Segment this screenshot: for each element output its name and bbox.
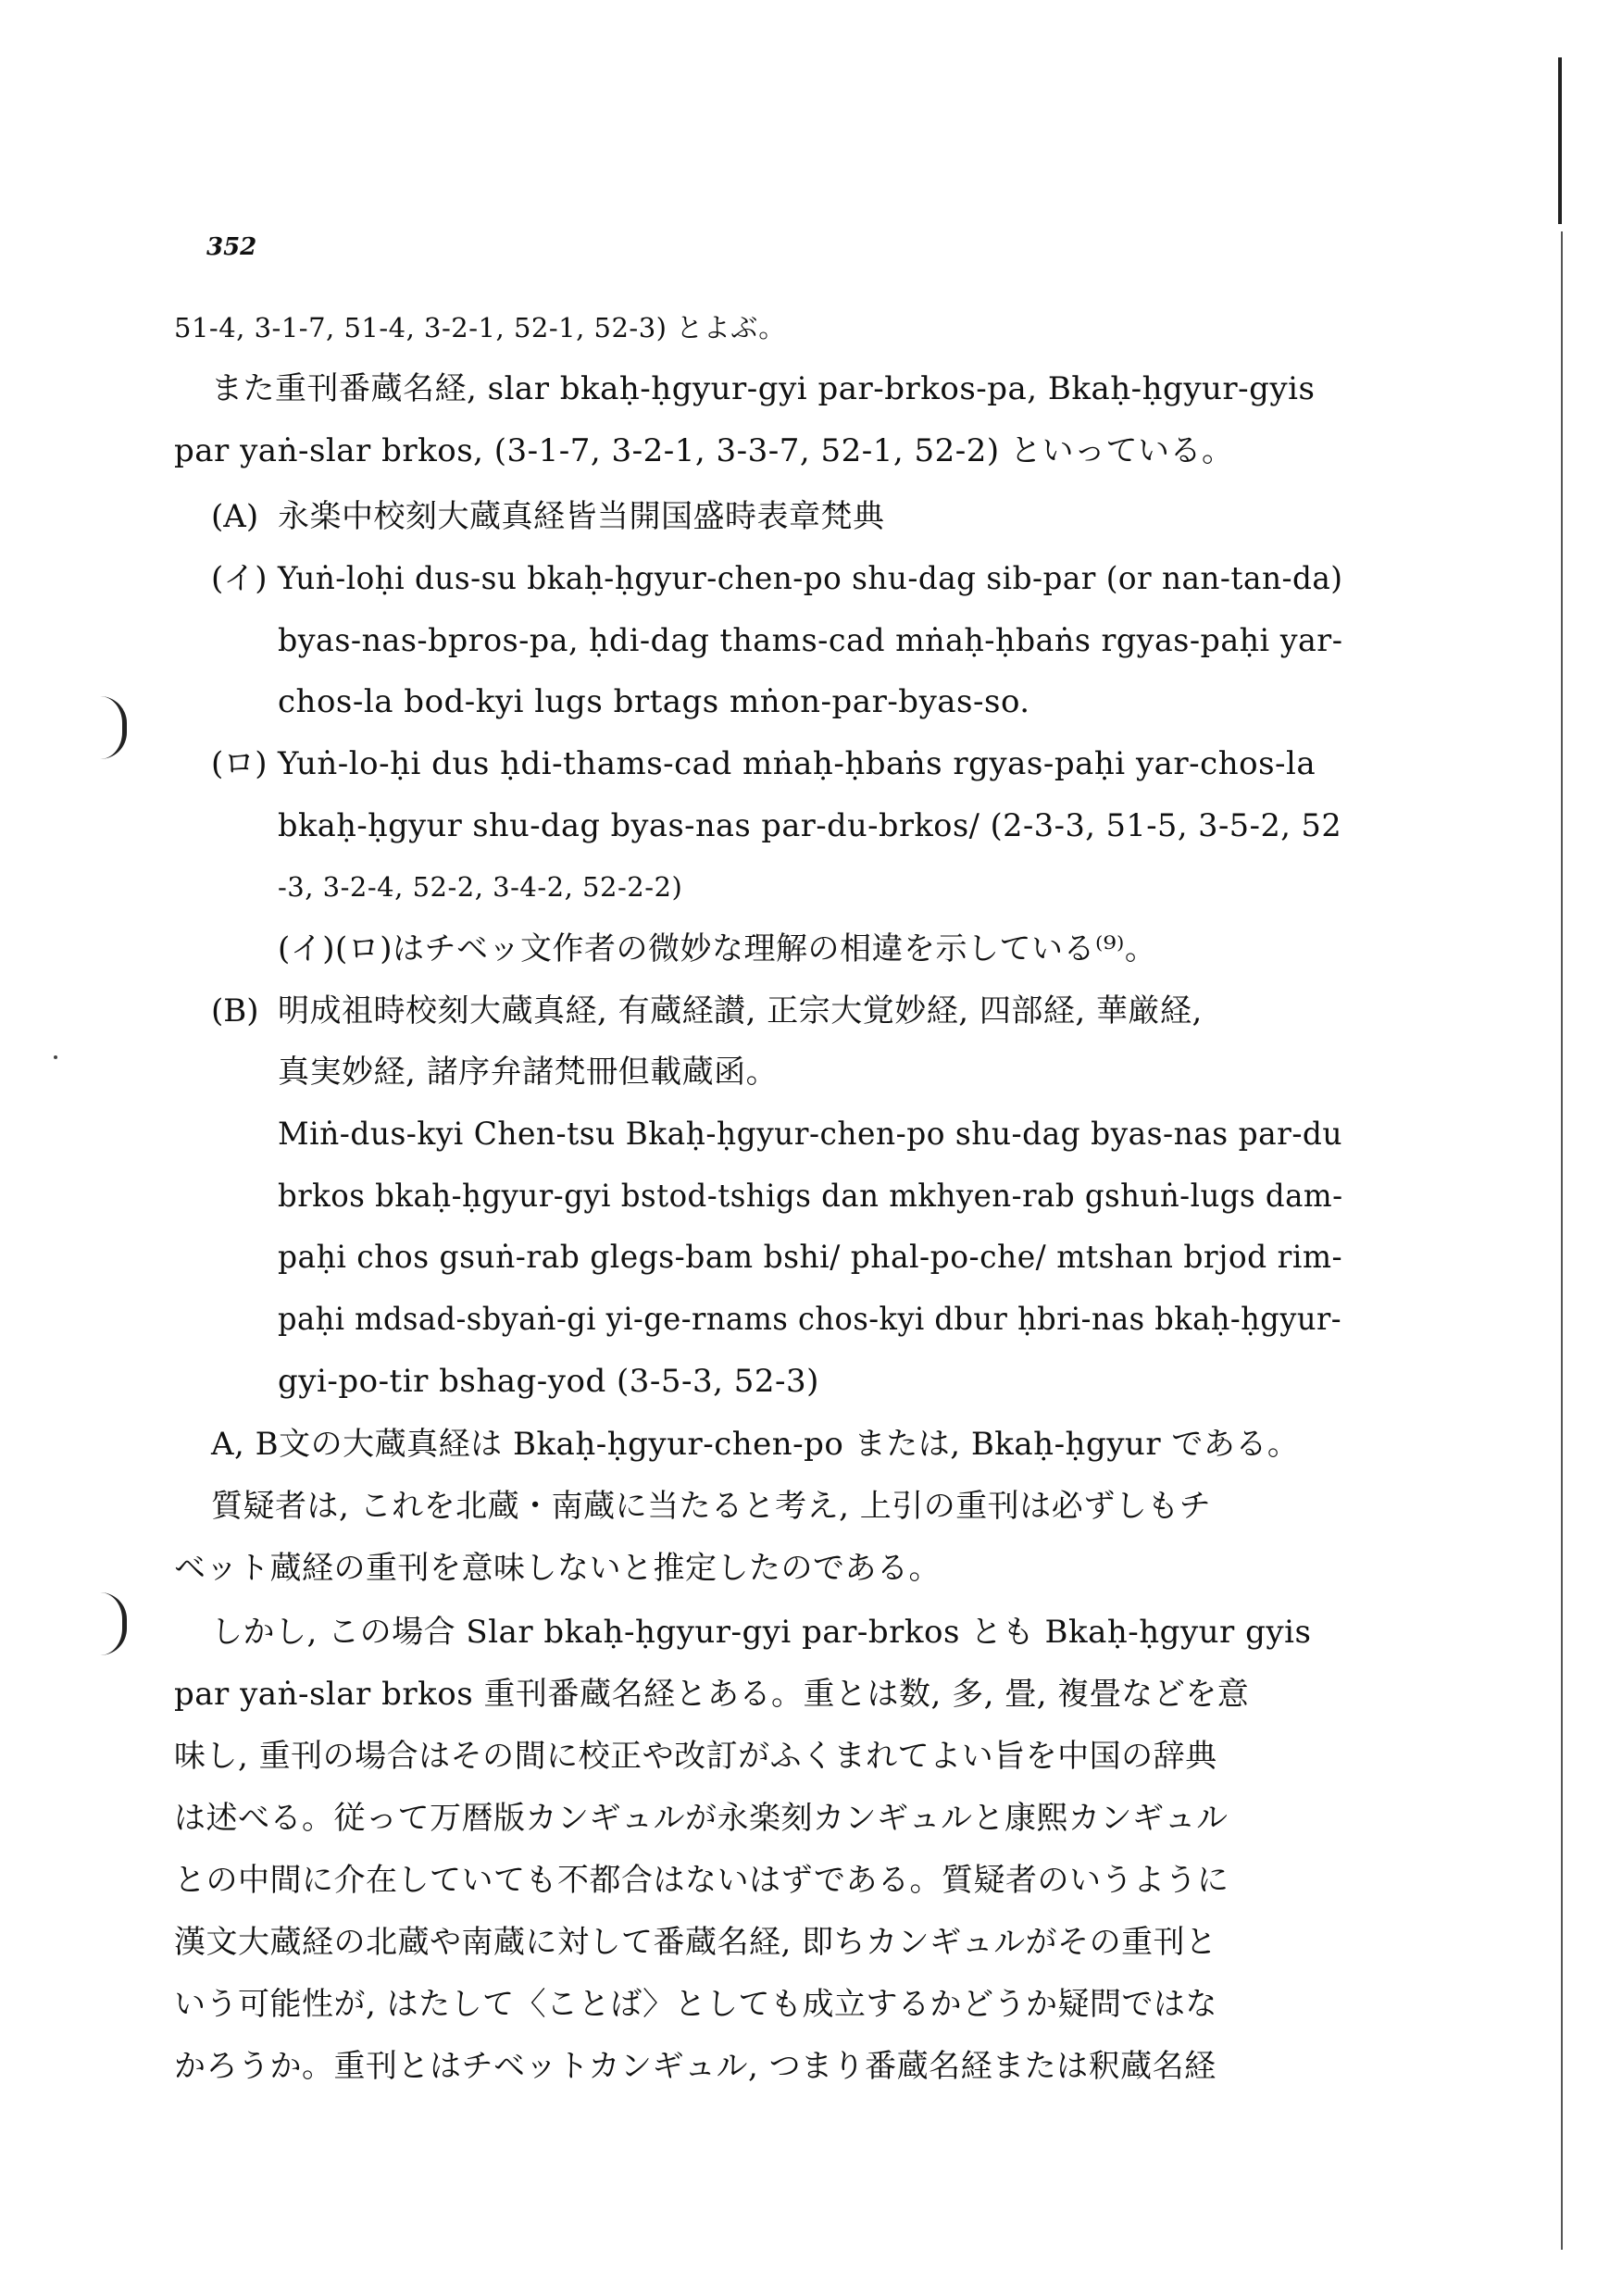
text-line: 漢文大蔵経の北蔵や南蔵に対して番蔵名経, 即ちカンギュルがその重刊と (174, 1924, 1217, 1961)
label-ro: (ロ) (211, 745, 268, 782)
text-line: brkos bkaḥ-ḥgyur-gyi bstod-tshigs dan mkhyen-rab gshuṅ-lugs dam- (278, 1178, 1343, 1215)
text-line: また重刊番蔵名経, slar bkaḥ-ḥgyur-gyi par-brkos-pa, Bkaḥ-ḥgyur-gyis (211, 370, 1316, 407)
scan-speck (54, 1055, 57, 1059)
text-line: 質疑者は, これを北蔵・南蔵に当たると考え, 上引の重刊は必ずしもチ (211, 1488, 1212, 1525)
text-line: paḥi chos gsuṅ-rab glegs-bam bshi/ phal-po-che/ mtshan brjod rim- (278, 1239, 1343, 1276)
text-line: chos-la bod-kyi lugs brtags mṅon-par-byas-so. (278, 683, 1030, 720)
text-line: Miṅ-dus-kyi Chen-tsu Bkaḥ-ḥgyur-chen-po shu-dag byas-nas par-du (278, 1116, 1343, 1153)
text-line: は述べる。従って万暦版カンギュルが永楽刻カンギュルと康熙カンギュル (174, 1800, 1229, 1837)
text-line: 明成祖時校刻大蔵真経, 有蔵経讃, 正宗大覚妙経, 四部経, 華厳経, (278, 992, 1203, 1029)
text-line: との中間に介在していても不都合はないはずである。質疑者のいうように (174, 1862, 1229, 1899)
text-line: 永楽中校刻大蔵真経皆当開国盛時表章梵典 (278, 498, 885, 535)
binding-mark (100, 1592, 127, 1655)
text-line: par yaṅ-slar brkos, (3-1-7, 3-2-1, 3-3-7, 52-1, 52-2) といっている。 (174, 432, 1234, 469)
text-line: -3, 3-2-4, 52-2, 3-4-2, 52-2-2) (278, 871, 683, 903)
label-i: (イ) (211, 560, 268, 597)
scan-edge-line (1558, 57, 1562, 224)
text-line: 真実妙経, 諸序弁諸梵冊但載蔵函。 (278, 1054, 779, 1091)
text-line: A, B文の大蔵真経は Bkaḥ-ḥgyur-chen-po または, Bkaḥ-ḥgyur である。 (211, 1426, 1300, 1463)
scan-edge-line (1561, 231, 1563, 2250)
text-line: かろうか。重刊とはチベットカンギュル, つまり番蔵名経または釈蔵名経 (174, 2048, 1216, 2085)
text-line: paḥi mdsad-sbyaṅ-gi yi-ge-rnams chos-kyi dbur ḥbri-nas bkaḥ-ḥgyur- (278, 1301, 1342, 1338)
text-line: par yaṅ-slar brkos 重刊番蔵名経とある。重とは数, 多, 畳, 複畳などを意 (174, 1676, 1250, 1713)
text-line: (イ)(ロ)はチベッ文作者の微妙な理解の相違を示している⁽⁹⁾。 (278, 930, 1157, 967)
text-line: gyi-po-tir bshag-yod (3-5-3, 52-3) (278, 1363, 819, 1400)
text-line: Yuṅ-lo-ḥi dus ḥdi-thams-cad mṅaḥ-ḥbaṅs rgyas-paḥi yar-chos-la (278, 745, 1316, 782)
text-line: しかし, この場合 Slar bkaḥ-ḥgyur-gyi par-brkos とも Bkaḥ-ḥgyur gyis (211, 1614, 1312, 1651)
text-line: 51-4, 3-1-7, 51-4, 3-2-1, 52-1, 52-3) とよぶ。 (174, 312, 786, 343)
text-line: Yuṅ-loḥi dus-su bkaḥ-ḥgyur-chen-po shu-dag sib-par (or nan-tan-da) (278, 560, 1343, 597)
text-line: 味し, 重刊の場合はその間に校正や改訂がふくまれてよい旨を中国の辞典 (174, 1738, 1217, 1775)
text-line: いう可能性が, はたして〈ことば〉としても成立するかどうか疑問ではな (174, 1986, 1217, 2023)
binding-mark (100, 696, 127, 759)
label-b: (B) (211, 992, 259, 1029)
page-number: 352 (206, 233, 257, 261)
text-line: ベット蔵経の重刊を意味しないと推定したのである。 (174, 1550, 941, 1587)
text-line: byas-nas-bpros-pa, ḥdi-dag thams-cad mṅaḥ-ḥbaṅs rgyas-paḥi yar- (278, 622, 1343, 659)
label-a: (A) (211, 498, 259, 535)
text-line: bkaḥ-ḥgyur shu-dag byas-nas par-du-brkos/ (2-3-3, 51-5, 3-5-2, 52 (278, 807, 1342, 844)
